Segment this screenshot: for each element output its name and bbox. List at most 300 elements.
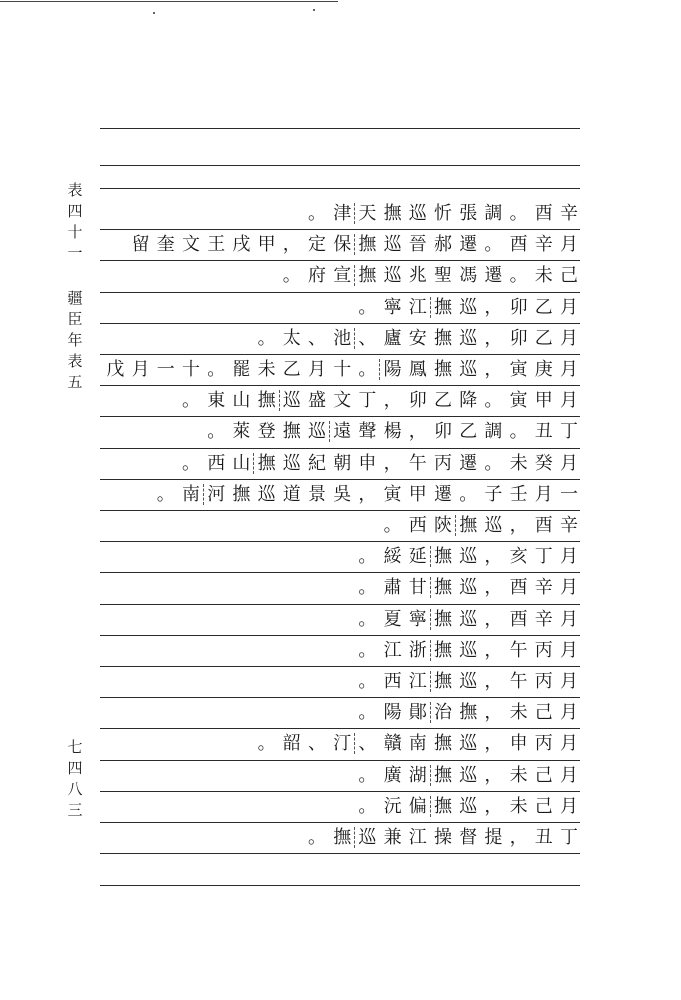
row-glyph: 定	[308, 234, 326, 256]
row-glyph: 忻	[434, 203, 452, 224]
row-glyph: 。	[358, 577, 377, 599]
row-glyph: 。	[509, 265, 528, 287]
margin-glyph: 四	[67, 202, 83, 220]
row-glyph: 酉	[534, 515, 553, 536]
top-edge-rule	[0, 1, 338, 2]
row-glyph: 巡	[484, 515, 503, 536]
margin-title	[64, 288, 86, 393]
print-speck	[153, 12, 155, 14]
row-glyph: 撫	[232, 483, 251, 505]
row-glyph: 寅	[509, 390, 528, 412]
table-row	[100, 667, 580, 696]
row-glyph: 王	[207, 234, 226, 256]
row-glyph: 。	[358, 702, 377, 724]
row-glyph: 月	[560, 452, 578, 474]
row-glyph: 丁	[534, 546, 553, 568]
row-glyph: 午	[509, 671, 528, 692]
table-row	[100, 792, 580, 821]
row-glyph: 奎	[156, 234, 175, 256]
name-boundary-marker	[430, 671, 431, 692]
row-glyph: 丁	[560, 421, 578, 443]
row-glyph: 未	[534, 265, 553, 287]
row-glyph: ，	[484, 546, 503, 568]
row-glyph: 撫	[434, 546, 452, 568]
row-glyph: 巡	[383, 265, 402, 287]
row-glyph: 申	[358, 452, 377, 474]
row-glyph: 月	[560, 795, 578, 817]
row-glyph: 。	[484, 452, 503, 474]
row-glyph: 聖	[434, 265, 452, 287]
row-glyph: 乙	[534, 296, 553, 318]
row-glyph: 道	[282, 483, 301, 505]
row-glyph: 兼	[383, 827, 402, 848]
margin-glyph: 四	[67, 759, 83, 777]
name-boundary-marker	[430, 640, 431, 661]
row-glyph: 己	[560, 265, 578, 287]
name-boundary-marker	[455, 515, 456, 536]
row-glyph: 。	[383, 515, 402, 536]
row-glyph: 酉	[534, 203, 553, 224]
row-glyph: 偏	[408, 795, 427, 817]
name-boundary-marker	[354, 733, 355, 754]
name-boundary-marker	[203, 484, 204, 505]
table-row	[100, 324, 580, 353]
table-rule	[100, 128, 580, 129]
name-boundary-marker	[430, 765, 431, 786]
row-glyph: 贛	[383, 733, 402, 755]
row-glyph: 郝	[434, 234, 452, 256]
row-glyph: 巡	[459, 639, 478, 661]
row-glyph: 辛	[534, 608, 553, 630]
table-rule	[100, 165, 580, 166]
row-glyph: 廬	[383, 327, 402, 349]
row-glyph: 陽	[383, 359, 402, 380]
row-glyph: 巡	[408, 203, 427, 224]
row-glyph: 撫	[434, 639, 452, 661]
row-glyph: 卯	[509, 296, 528, 318]
row-glyph: 甲	[257, 234, 276, 256]
row-glyph: 巡	[459, 327, 478, 349]
row-glyph: 陝	[434, 515, 452, 536]
row-glyph: 丙	[434, 452, 452, 474]
table-row	[100, 449, 580, 478]
name-boundary-marker	[430, 546, 431, 567]
row-glyph: 壬	[509, 483, 528, 505]
margin-page-number	[64, 737, 86, 821]
row-glyph: 月	[560, 577, 578, 599]
margin-glyph: 三	[67, 801, 83, 819]
row-glyph: 萊	[232, 421, 251, 443]
row-glyph: 。	[308, 827, 326, 848]
row-glyph: 撫	[434, 608, 452, 630]
row-glyph: 降	[459, 390, 478, 412]
row-glyph: 河	[207, 483, 226, 505]
row-glyph: 登	[257, 421, 276, 443]
row-glyph: 。	[257, 327, 276, 349]
row-glyph: 東	[207, 390, 226, 412]
row-glyph: 兆	[408, 265, 427, 287]
row-glyph: 浙	[408, 639, 427, 661]
row-glyph: 乙	[282, 359, 301, 380]
row-glyph: 巡	[282, 452, 301, 474]
row-glyph: 寧	[383, 296, 402, 318]
row-glyph: ，	[484, 702, 503, 724]
row-glyph: 。	[484, 390, 503, 412]
row-glyph: 癸	[534, 452, 553, 474]
row-glyph: 亥	[509, 546, 528, 568]
name-boundary-marker	[354, 203, 355, 224]
row-glyph: 撫	[333, 827, 352, 848]
margin-glyph: 七	[67, 738, 83, 756]
row-glyph: 巡	[459, 359, 478, 380]
row-glyph: 。	[156, 483, 175, 505]
row-glyph: 遷	[459, 452, 478, 474]
row-glyph: 張	[459, 203, 478, 224]
table-row	[100, 542, 580, 571]
row-glyph: 江	[408, 827, 427, 848]
row-glyph: 月	[560, 733, 578, 755]
row-glyph: 沅	[383, 795, 402, 817]
table-row	[100, 386, 580, 415]
row-glyph: ，	[484, 764, 503, 786]
row-glyph: 午	[408, 452, 427, 474]
row-glyph: 池	[333, 327, 352, 349]
row-glyph: 。	[358, 296, 377, 318]
row-glyph: 乙	[534, 327, 553, 349]
row-glyph: 罷	[232, 359, 251, 380]
margin-glyph: 年	[67, 331, 83, 349]
table-rule	[100, 885, 580, 886]
row-glyph: ，	[509, 515, 528, 536]
row-glyph: 。	[358, 671, 377, 692]
row-glyph: 甘	[408, 577, 427, 599]
table-row	[100, 417, 580, 446]
row-glyph: 山	[232, 390, 251, 412]
row-glyph: 巡	[257, 483, 276, 505]
row-glyph: 丑	[534, 421, 553, 443]
name-boundary-marker	[354, 265, 355, 286]
row-glyph: 乙	[434, 390, 452, 412]
row-glyph: 撫	[434, 327, 452, 349]
row-glyph: 月	[131, 359, 150, 380]
row-glyph: 遠	[333, 421, 352, 443]
row-glyph: 卯	[408, 390, 427, 412]
margin-glyph: 五	[67, 373, 83, 391]
table-row	[100, 636, 580, 665]
row-glyph: 未	[509, 795, 528, 817]
name-boundary-marker	[354, 827, 355, 848]
row-glyph: 月	[534, 483, 553, 505]
table-row	[100, 293, 580, 322]
row-glyph: 安	[408, 327, 427, 349]
row-glyph: 撫	[459, 702, 478, 724]
row-glyph: 丁	[358, 390, 377, 412]
table-row	[100, 573, 580, 602]
row-glyph: 酉	[509, 608, 528, 630]
row-glyph: 、	[308, 327, 326, 349]
row-glyph: 西	[207, 452, 226, 474]
row-glyph: 馮	[459, 265, 478, 287]
name-boundary-marker	[354, 328, 355, 349]
row-glyph: 。	[207, 421, 226, 443]
row-glyph: ，	[484, 608, 503, 630]
row-glyph: 。	[308, 203, 326, 224]
row-glyph: ，	[484, 577, 503, 599]
row-glyph: 月	[560, 546, 578, 568]
row-glyph: ，	[383, 390, 402, 412]
margin-page-number-text	[64, 737, 86, 821]
row-glyph: 甲	[534, 390, 553, 412]
row-glyph: 陽	[383, 702, 402, 724]
name-boundary-marker	[253, 453, 254, 474]
row-glyph: 丙	[534, 671, 553, 692]
row-glyph: 卯	[434, 421, 452, 443]
row-glyph: 撫	[358, 265, 377, 287]
row-glyph: 吳	[333, 483, 352, 505]
row-glyph: 紀	[308, 452, 326, 474]
row-glyph: 。	[358, 639, 377, 661]
table-row	[100, 605, 580, 634]
row-glyph: ，	[509, 827, 528, 848]
row-glyph: 西	[408, 515, 427, 536]
row-glyph: 申	[509, 733, 528, 755]
row-glyph: 江	[408, 671, 427, 692]
row-glyph: ，	[484, 327, 503, 349]
table-rule	[100, 853, 580, 854]
margin-glyph: 疆	[67, 289, 83, 307]
row-glyph: 丁	[560, 827, 578, 848]
name-boundary-marker	[430, 577, 431, 598]
row-glyph: 。	[257, 733, 276, 755]
table-row	[100, 823, 580, 852]
row-glyph: 子	[484, 483, 503, 505]
row-glyph: 巡	[308, 421, 326, 443]
row-glyph: 丑	[534, 827, 553, 848]
row-glyph: 撫	[434, 671, 452, 692]
row-glyph: 督	[459, 827, 478, 848]
row-glyph: 宣	[333, 265, 352, 287]
row-glyph: 巡	[358, 827, 377, 848]
row-glyph: 戌	[232, 234, 251, 256]
row-glyph: 聲	[358, 421, 377, 443]
row-glyph: 巡	[459, 546, 478, 568]
row-glyph: 。	[182, 452, 200, 474]
row-glyph: 撫	[282, 421, 301, 443]
row-glyph: 月	[560, 296, 578, 318]
row-glyph: 南	[408, 733, 427, 755]
row-glyph: 、	[358, 733, 377, 755]
row-glyph: 江	[383, 639, 402, 661]
row-glyph: 太	[282, 327, 301, 349]
name-boundary-marker	[279, 390, 280, 411]
row-glyph: 寅	[383, 483, 402, 505]
row-glyph: 辛	[560, 515, 578, 536]
row-glyph: 。	[358, 546, 377, 568]
row-glyph: 未	[509, 764, 528, 786]
row-glyph: 天	[358, 203, 377, 224]
row-glyph: 未	[257, 359, 276, 380]
row-glyph: 江	[408, 296, 427, 318]
row-glyph: 景	[308, 483, 326, 505]
row-glyph: 治	[434, 702, 452, 724]
row-glyph: 撫	[257, 452, 276, 474]
row-glyph: 午	[509, 639, 528, 661]
row-glyph: 月	[560, 702, 578, 724]
margin-glyph: 臣	[67, 310, 83, 328]
row-glyph: 一	[560, 483, 578, 505]
name-boundary-marker	[430, 702, 431, 723]
row-glyph: 巡	[459, 296, 478, 318]
row-glyph: 十	[333, 359, 352, 380]
row-glyph: 巡	[383, 234, 402, 256]
row-glyph: 月	[560, 671, 578, 692]
row-glyph: ，	[383, 452, 402, 474]
row-glyph: ，	[282, 234, 301, 256]
name-boundary-marker	[430, 297, 431, 318]
row-glyph: 巡	[459, 764, 478, 786]
row-glyph: 撫	[459, 515, 478, 536]
row-glyph: 調	[484, 421, 503, 443]
name-boundary-marker	[379, 359, 380, 380]
row-glyph: 撫	[434, 764, 452, 786]
row-glyph: 未	[509, 702, 528, 724]
row-glyph: 辛	[560, 203, 578, 224]
row-glyph: 撫	[434, 296, 452, 318]
row-glyph: 月	[560, 327, 578, 349]
row-glyph: 調	[484, 203, 503, 224]
row-glyph: 。	[358, 608, 377, 630]
row-glyph: 月	[560, 639, 578, 661]
row-glyph: ，	[484, 795, 503, 817]
row-glyph: 庚	[534, 359, 553, 380]
row-glyph: 西	[383, 671, 402, 692]
row-glyph: 。	[282, 265, 301, 287]
margin-glyph: 一	[67, 244, 83, 262]
row-glyph: 。	[509, 203, 528, 224]
row-glyph: 撫	[358, 234, 377, 256]
row-glyph: 文	[182, 234, 200, 256]
table-row	[100, 199, 580, 228]
table-row	[100, 698, 580, 727]
table-row	[100, 480, 580, 509]
row-glyph: 文	[333, 390, 352, 412]
row-glyph: 巡	[282, 390, 301, 412]
row-glyph: 楊	[383, 421, 402, 443]
row-glyph: 廣	[383, 764, 402, 786]
row-glyph: 。	[358, 359, 377, 380]
row-glyph: 鳳	[408, 359, 427, 380]
margin-glyph: 十	[67, 223, 83, 241]
row-glyph: ，	[484, 296, 503, 318]
row-glyph: ，	[484, 639, 503, 661]
row-glyph: 晉	[408, 234, 427, 256]
row-glyph: 月	[560, 234, 578, 256]
row-glyph: 。	[509, 421, 528, 443]
row-glyph: 月	[560, 359, 578, 380]
row-glyph: 戊	[106, 359, 125, 380]
row-glyph: 延	[408, 546, 427, 568]
table-row	[100, 261, 580, 290]
row-glyph: 己	[534, 795, 553, 817]
row-glyph: 肅	[383, 577, 402, 599]
row-glyph: 巡	[459, 577, 478, 599]
row-glyph: ，	[484, 359, 503, 380]
register-table	[100, 128, 580, 908]
row-glyph: 卯	[509, 327, 528, 349]
row-glyph: 撫	[434, 795, 452, 817]
row-glyph: 撫	[257, 390, 276, 412]
row-glyph: 鄖	[408, 702, 427, 724]
margin-chapter-text	[64, 180, 86, 264]
row-glyph: ，	[358, 483, 377, 505]
row-glyph: 月	[560, 390, 578, 412]
row-glyph: 提	[484, 827, 503, 848]
margin-chapter	[64, 180, 86, 264]
row-glyph: 南	[182, 483, 200, 505]
row-glyph: 一	[156, 359, 175, 380]
row-glyph: ，	[408, 421, 427, 443]
row-glyph: 夏	[383, 608, 402, 630]
row-glyph: 月	[560, 608, 578, 630]
row-glyph: 。	[182, 390, 200, 412]
table-row	[100, 761, 580, 790]
row-glyph: 酉	[509, 234, 528, 256]
table-rule	[100, 188, 580, 189]
row-glyph: 、	[308, 733, 326, 755]
margin-glyph: 表	[67, 181, 83, 199]
row-glyph: 綏	[383, 546, 402, 568]
table-row	[100, 230, 580, 259]
margin-glyph: 八	[67, 780, 83, 798]
row-glyph: 丙	[534, 733, 553, 755]
row-glyph: 遷	[484, 265, 503, 287]
table-row	[100, 511, 580, 540]
row-glyph: 盛	[308, 390, 326, 412]
row-glyph: 遷	[459, 234, 478, 256]
row-glyph: 撫	[434, 359, 452, 380]
row-glyph: 己	[534, 702, 553, 724]
row-glyph: 府	[308, 265, 326, 287]
name-boundary-marker	[354, 234, 355, 255]
row-glyph: 保	[333, 234, 352, 256]
row-glyph: 己	[534, 764, 553, 786]
print-speck	[313, 9, 315, 11]
row-glyph: 辛	[534, 577, 553, 599]
row-glyph: 巡	[459, 671, 478, 692]
row-glyph: 撫	[383, 203, 402, 224]
row-glyph: 湖	[408, 764, 427, 786]
row-glyph: 月	[560, 764, 578, 786]
row-glyph: 山	[232, 452, 251, 474]
row-glyph: 。	[484, 234, 503, 256]
row-glyph: 。	[459, 483, 478, 505]
row-glyph: 十	[182, 359, 200, 380]
table-row	[100, 355, 580, 384]
row-glyph: 乙	[459, 421, 478, 443]
row-glyph: 甲	[408, 483, 427, 505]
row-glyph: 酉	[509, 577, 528, 599]
row-glyph: ，	[484, 733, 503, 755]
name-boundary-marker	[329, 421, 330, 442]
row-glyph: 朝	[333, 452, 352, 474]
row-glyph: 寅	[509, 359, 528, 380]
row-glyph: 。	[207, 359, 226, 380]
row-glyph: 津	[333, 203, 352, 224]
row-glyph: 韶	[282, 733, 301, 755]
row-glyph: 遷	[434, 483, 452, 505]
row-glyph: 巡	[459, 733, 478, 755]
row-glyph: 辛	[534, 234, 553, 256]
